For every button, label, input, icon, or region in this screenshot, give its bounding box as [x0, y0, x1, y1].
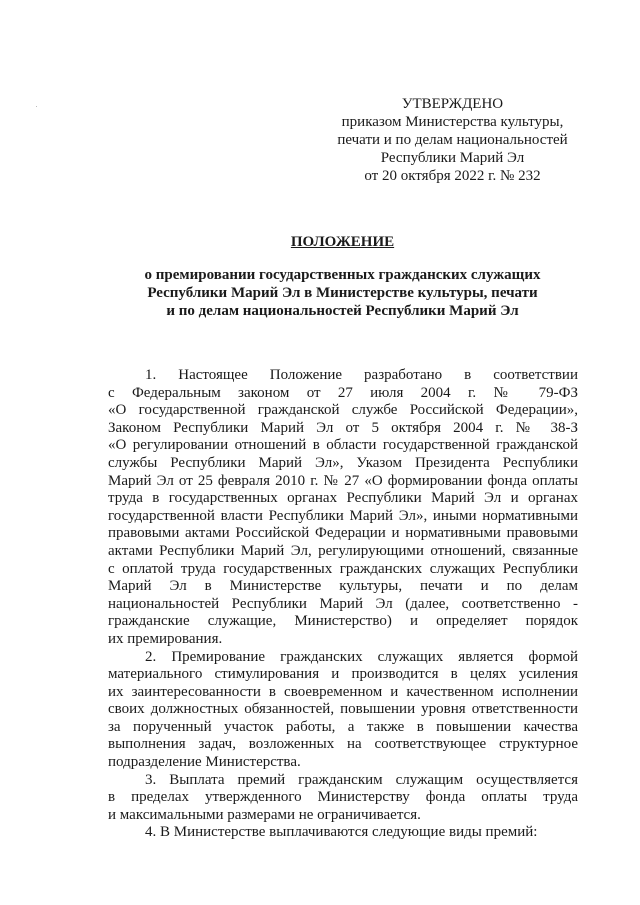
paragraph-line: 1. Настоящее Положение разработано в соответствии	[145, 367, 578, 383]
paragraph-line: 3. Выплата премий гражданским служащим осуществляется	[145, 771, 578, 788]
document-body	[108, 367, 578, 842]
paragraph-line: за порученный участок работы, а также в повышении качества	[108, 718, 578, 735]
approval-line: от 20 октября 2022 г. № 232	[364, 168, 541, 184]
paragraph-line: их премирования.	[108, 630, 223, 647]
subtitle-line: Республики Марий Эл в Министерстве культуры, печати	[147, 285, 538, 301]
paragraph-line: с Федеральным законом от 27 июля 2004 г. № 79-ФЗ	[108, 384, 578, 401]
document-title: ПОЛОЖЕНИЕ	[290, 234, 395, 250]
paragraph-1	[108, 367, 578, 649]
approval-line: печати и по делам национальностей	[337, 132, 568, 148]
paragraph-line: с оплатой труда государственных гражданских служащих Республики	[108, 560, 578, 577]
paragraph-line: их заинтересованности в своевременном и качественном исполнении	[108, 683, 578, 700]
paragraph-2	[108, 649, 578, 772]
approval-line: Республики Марий Эл	[380, 150, 525, 166]
paragraph-line: подразделение Министерства.	[108, 754, 301, 771]
paragraph-line: Марий Эл от 25 февраля 2010 г. № 27 «О формировании фонда оплаты	[108, 472, 578, 489]
paragraph-line: «О регулировании отношений в области государственной гражданской	[108, 437, 578, 454]
document-subtitle	[100, 266, 585, 320]
paragraph-line: национальностей Республики Марий Эл (далее, соответственно -	[108, 595, 578, 612]
subtitle-line: о премировании государственных гражданских служащих	[144, 267, 541, 283]
paragraph-line: и максимальными размерами не ограничивается.	[108, 806, 421, 823]
paragraph-line: «О государственной гражданской службе Российской Федерации»,	[108, 402, 578, 419]
approval-line: УТВЕРЖДЕНО	[401, 96, 504, 112]
subtitle-line: и по делам национальностей Республики Марий Эл	[166, 303, 519, 319]
paragraph-line: труда в государственных органах Республики Марий Эл и органах	[108, 490, 578, 507]
paragraph-line: правовыми актами Российской Федерации и нормативными правовыми	[108, 525, 578, 542]
paragraph-4	[108, 824, 578, 842]
paragraph-line: актами Республики Марий Эл, регулирующими отношений, связанные	[108, 542, 578, 559]
approval-line: приказом Министерства культуры,	[341, 114, 564, 130]
paragraph-line: службы Республики Марий Эл», Указом Президента Республики	[108, 454, 578, 471]
scan-mark	[36, 106, 37, 107]
paragraph-line: в пределах утвержденного Министерству фонда оплаты труда	[108, 789, 578, 806]
paragraph-3	[108, 772, 578, 825]
paragraph-line: своих должностных обязанностей, повышении уровня ответственности	[108, 701, 578, 718]
paragraph-line: 4. В Министерстве выплачиваются следующие виды премий:	[145, 824, 538, 841]
paragraph-line: Марий Эл в Министерстве культуры, печати и по делам	[108, 578, 578, 595]
paragraph-line: гражданские служащие, Министерство) и определяет порядок	[108, 613, 578, 630]
paragraph-line: материального стимулирования и производится в целях усиления	[108, 666, 578, 683]
paragraph-line: государственной власти Республики Марий Эл», иными нормативными	[108, 507, 578, 524]
paragraph-line: Законом Республики Марий Эл от 5 октября 2004 г. № 38-З	[108, 419, 578, 436]
paragraph-line: 2. Премирование гражданских служащих является формой	[145, 648, 578, 665]
document-heading	[100, 233, 585, 320]
approval-block	[330, 95, 575, 185]
paragraph-line: выполнения задач, возложенных на соответствующее структурное	[108, 736, 578, 753]
